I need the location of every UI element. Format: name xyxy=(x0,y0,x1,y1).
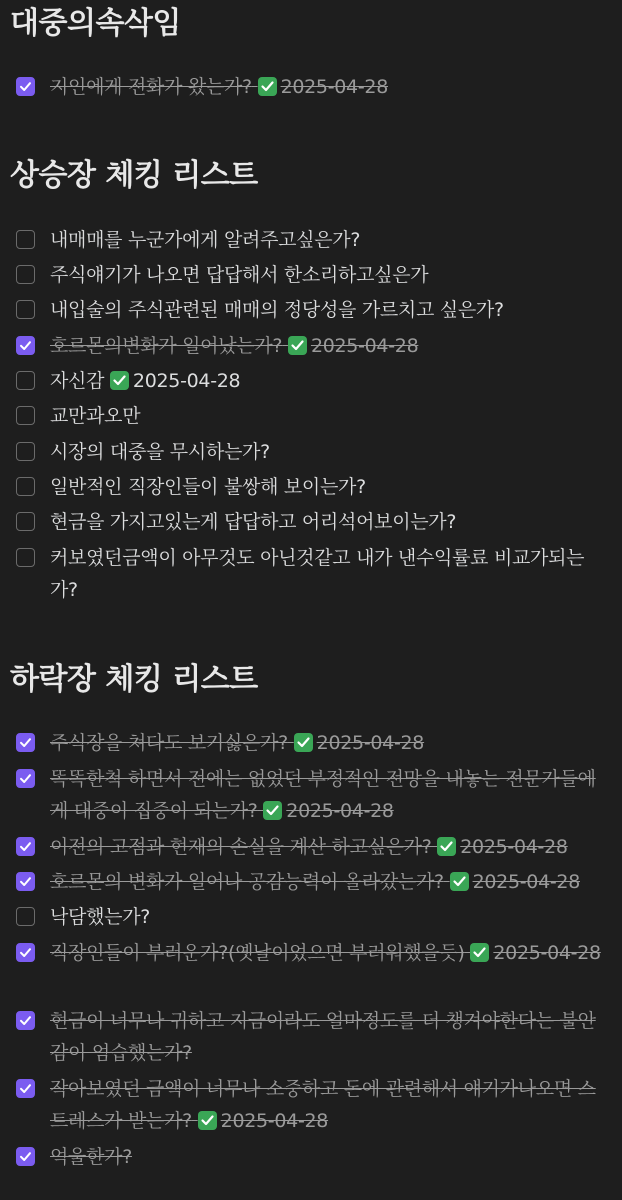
task-text xyxy=(50,937,610,969)
done-check-icon xyxy=(263,801,282,820)
task-text xyxy=(50,224,610,256)
task-label: 내입술의 주식관련된 매매의 정당성을 가르치고 싶은가? xyxy=(50,299,504,321)
task-text xyxy=(50,763,610,827)
task-date: 2025-04-28 xyxy=(316,732,425,754)
checkmark-icon xyxy=(19,946,32,959)
task-label: 억울한가? xyxy=(50,1146,133,1168)
task-label: 시장의 대중을 무시하는가? xyxy=(50,441,270,463)
task-checkbox[interactable] xyxy=(16,230,35,249)
checkmark-icon xyxy=(19,875,32,888)
task-date: 2025-04-28 xyxy=(493,942,601,964)
section-heading: 하락장 체킹 리스트 xyxy=(10,662,258,697)
task-label: 현금이 너무나 귀하고 지금이라도 얼마정도를 더 챙겨야한다는 불안감이 엄습했는가? xyxy=(50,1010,596,1064)
task-text xyxy=(50,330,610,362)
task-checkbox[interactable] xyxy=(16,406,35,425)
checkmark-icon xyxy=(19,840,32,853)
checkmark-icon xyxy=(19,1082,32,1095)
done-check-icon xyxy=(470,943,489,962)
task-date: 2025-04-28 xyxy=(310,335,419,357)
task-text xyxy=(50,365,610,397)
task-checkbox[interactable] xyxy=(16,512,35,531)
task-checkbox[interactable] xyxy=(16,733,35,752)
task-checkbox[interactable] xyxy=(16,300,35,319)
task-label: 일반적인 직장인들이 불쌍해 보이는가? xyxy=(50,476,366,498)
done-check-icon xyxy=(110,371,129,390)
task-text xyxy=(50,259,610,291)
task-date: 2025-04-28 xyxy=(132,370,241,392)
task-label: 교만과오만 xyxy=(50,405,141,427)
task-checkbox[interactable] xyxy=(16,265,35,284)
task-date: 2025-04-28 xyxy=(286,800,394,822)
task-date: 2025-04-28 xyxy=(280,76,388,98)
task-checkbox[interactable] xyxy=(16,1079,35,1098)
task-text xyxy=(50,542,610,606)
done-check-icon xyxy=(294,733,313,752)
task-checkbox[interactable] xyxy=(16,371,35,390)
done-check-icon xyxy=(258,77,277,96)
task-checkbox[interactable] xyxy=(16,442,35,461)
task-label: 이전의 고점과 현재의 손실을 계산 하고싶은가? xyxy=(50,836,432,858)
task-date: 2025-04-28 xyxy=(220,1110,329,1132)
task-label: 주식얘기가 나오면 답답해서 한소리하고싶은가 xyxy=(50,264,429,286)
task-text xyxy=(50,294,610,326)
task-checkbox[interactable] xyxy=(16,837,35,856)
task-text xyxy=(50,436,610,468)
checkmark-icon xyxy=(19,80,32,93)
done-check-icon xyxy=(437,837,456,856)
checkmark-icon xyxy=(19,736,32,749)
task-checkbox[interactable] xyxy=(16,943,35,962)
task-checkbox[interactable] xyxy=(16,548,35,567)
done-check-icon xyxy=(288,336,307,355)
task-label: 자신감 xyxy=(50,370,105,392)
task-checkbox[interactable] xyxy=(16,477,35,496)
task-text xyxy=(50,901,610,933)
task-checkbox[interactable] xyxy=(16,1011,35,1030)
task-text xyxy=(50,1073,610,1137)
task-label: 커보였던금액이 아무것도 아닌것같고 내가 낸수익률료 비교가되는가? xyxy=(50,547,585,601)
task-checkbox[interactable] xyxy=(16,907,35,926)
task-text xyxy=(50,1005,610,1069)
done-check-icon xyxy=(198,1111,217,1130)
task-text xyxy=(50,831,610,863)
task-text xyxy=(50,727,610,759)
task-checkbox[interactable] xyxy=(16,1147,35,1166)
task-date: 2025-04-28 xyxy=(472,871,580,893)
task-checkbox[interactable] xyxy=(16,336,35,355)
done-check-icon xyxy=(450,872,469,891)
section-heading: 상승장 체킹 리스트 xyxy=(10,158,258,193)
task-label: 호르몬의변화가 일어났는가? xyxy=(50,335,283,357)
task-checkbox[interactable] xyxy=(16,769,35,788)
task-text xyxy=(50,471,610,503)
task-label: 낙담했는가? xyxy=(50,906,151,928)
task-checkbox[interactable] xyxy=(16,77,35,96)
task-text xyxy=(50,1141,610,1173)
task-text xyxy=(50,400,610,432)
task-label: 현금을 가지고있는게 답답하고 어리석어보이는가? xyxy=(50,511,457,533)
task-text xyxy=(50,71,610,103)
task-label: 내매매를 누군가에게 알려주고싶은가? xyxy=(50,229,361,251)
checkmark-icon xyxy=(19,1014,32,1027)
section-heading: 대중의속삭임 xyxy=(10,6,181,41)
checkmark-icon xyxy=(19,1150,32,1163)
task-checkbox[interactable] xyxy=(16,872,35,891)
task-label: 지인에게 전화가 왔는가? xyxy=(50,76,252,98)
task-text xyxy=(50,866,610,898)
checkmark-icon xyxy=(19,772,32,785)
task-label: 직장인들이 부러운가?(옛날이었으면 부러워했을듯) xyxy=(50,942,465,964)
task-label: 똑똑한척 하면서 전에는 없었던 부정적인 전망을 내놓는 전문가들에게 대중이 집중이 되는가? xyxy=(50,768,596,822)
task-date: 2025-04-28 xyxy=(460,836,568,858)
task-label: 주식장을 쳐다도 보기싫은가? xyxy=(50,732,288,754)
task-text xyxy=(50,506,610,538)
task-label: 작아보였던 금액이 너무나 소중하고 돈에 관련해서 얘기가나오면 스트레스가 받는가? xyxy=(50,1078,596,1132)
checkmark-icon xyxy=(19,339,32,352)
task-label: 호르몬의 변화가 일어나 공감능력이 올라갔는가? xyxy=(50,871,444,893)
